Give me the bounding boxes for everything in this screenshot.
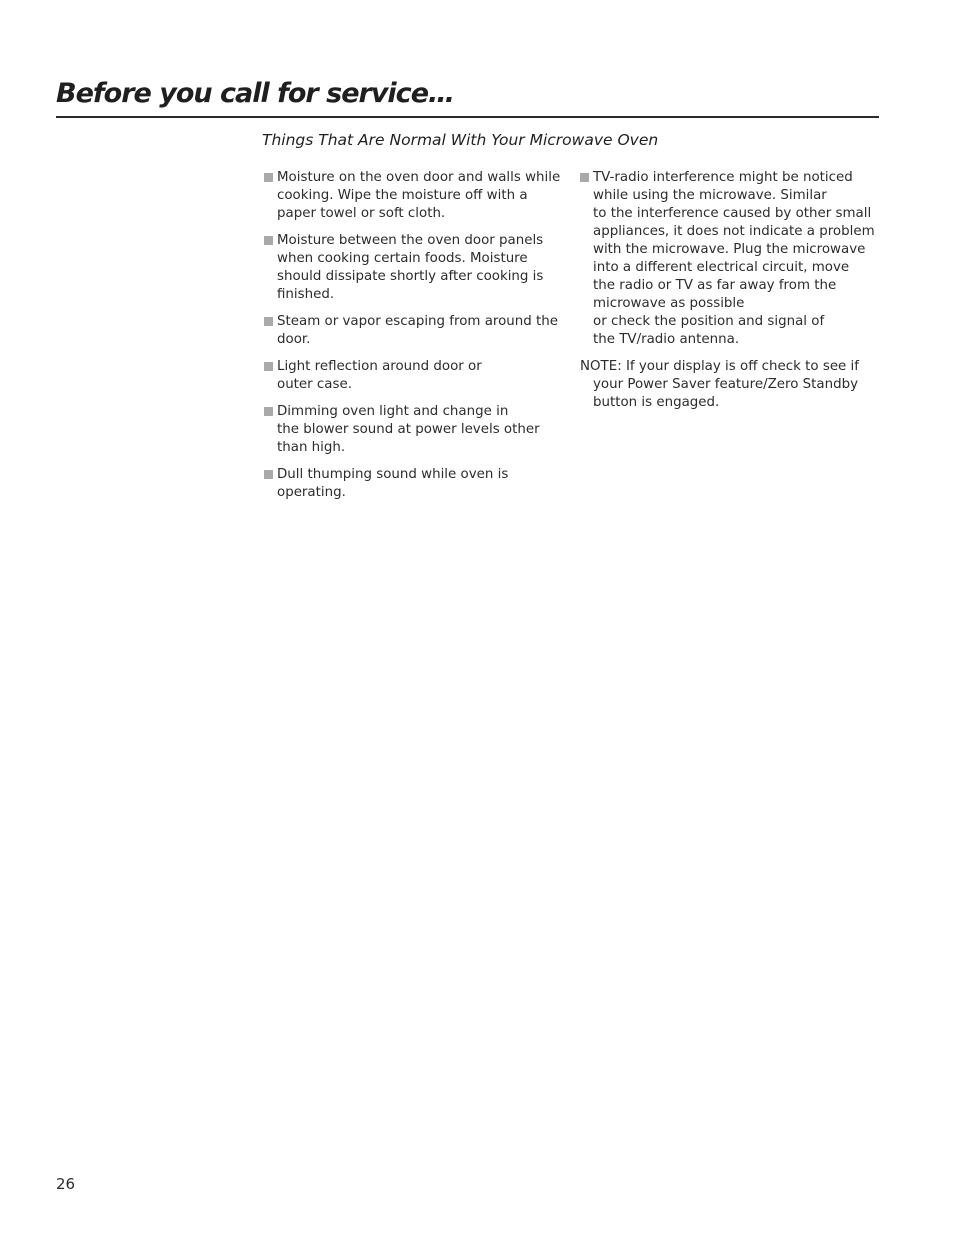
- square-bullet-icon: [264, 317, 273, 326]
- page-title: Before you call for service…: [56, 78, 455, 109]
- list-item: [264, 403, 564, 457]
- list-item: [264, 232, 564, 304]
- list-item-line: Dimming oven light and change in: [277, 404, 509, 419]
- list-item-line: cooking. Wipe the moisture off with a: [277, 188, 528, 203]
- note: [580, 358, 880, 412]
- section-heading: Things That Are Normal With Your Microwave Oven: [262, 131, 659, 149]
- list-item-line: outer case.: [277, 377, 352, 392]
- list-item-line: microwave as possible: [593, 296, 745, 311]
- list-item-line: the radio or TV as far away from the: [593, 278, 837, 293]
- list-item-line: to the interference caused by other small: [593, 206, 872, 221]
- square-bullet-icon: [264, 362, 273, 371]
- note-line: NOTE: If your display is off check to see if: [580, 359, 859, 374]
- list-item-line: the blower sound at power levels other: [277, 422, 540, 437]
- note-line: your Power Saver feature/Zero Standby: [593, 377, 859, 392]
- square-bullet-icon: [264, 407, 273, 416]
- page-number: 26: [56, 1175, 76, 1193]
- list-item-line: while using the microwave. Similar: [593, 188, 827, 203]
- list-item: [264, 169, 564, 223]
- right-bullet-list: [580, 169, 880, 349]
- list-item-line: the TV/radio antenna.: [593, 332, 740, 347]
- list-item-line: finished.: [277, 287, 335, 302]
- list-item: [264, 313, 564, 349]
- left-column: [264, 169, 564, 511]
- list-item-line: Steam or vapor escaping from around the: [277, 314, 559, 329]
- list-item-line: Moisture between the oven door panels: [277, 233, 544, 248]
- list-item-line: TV-radio interference might be noticed: [593, 170, 853, 185]
- list-item-line: or check the position and signal of: [593, 314, 825, 329]
- square-bullet-icon: [264, 173, 273, 182]
- list-item-line: than high.: [277, 440, 346, 455]
- list-item-line: with the microwave. Plug the microwave: [593, 242, 866, 257]
- list-item-line: Moisture on the oven door and walls while: [277, 170, 561, 185]
- square-bullet-icon: [264, 236, 273, 245]
- list-item-line: operating.: [277, 485, 346, 500]
- title-rule: [56, 116, 879, 118]
- list-item-line: appliances, it does not indicate a problem: [593, 224, 875, 239]
- list-item: [264, 358, 564, 394]
- list-item: [264, 466, 564, 502]
- list-item-line: Dull thumping sound while oven is: [277, 467, 509, 482]
- list-item-line: should dissipate shortly after cooking is: [277, 269, 544, 284]
- list-item-line: door.: [277, 332, 311, 347]
- right-column: [580, 169, 880, 412]
- note-line: button is engaged.: [593, 395, 720, 410]
- left-bullet-list: [264, 169, 564, 502]
- square-bullet-icon: [264, 470, 273, 479]
- list-item-line: paper towel or soft cloth.: [277, 206, 446, 221]
- list-item-line: into a different electrical circuit, move: [593, 260, 850, 275]
- list-item-line: Light reflection around door or: [277, 359, 482, 374]
- list-item-line: when cooking certain foods. Moisture: [277, 251, 528, 266]
- list-item: [580, 169, 880, 349]
- square-bullet-icon: [580, 173, 589, 182]
